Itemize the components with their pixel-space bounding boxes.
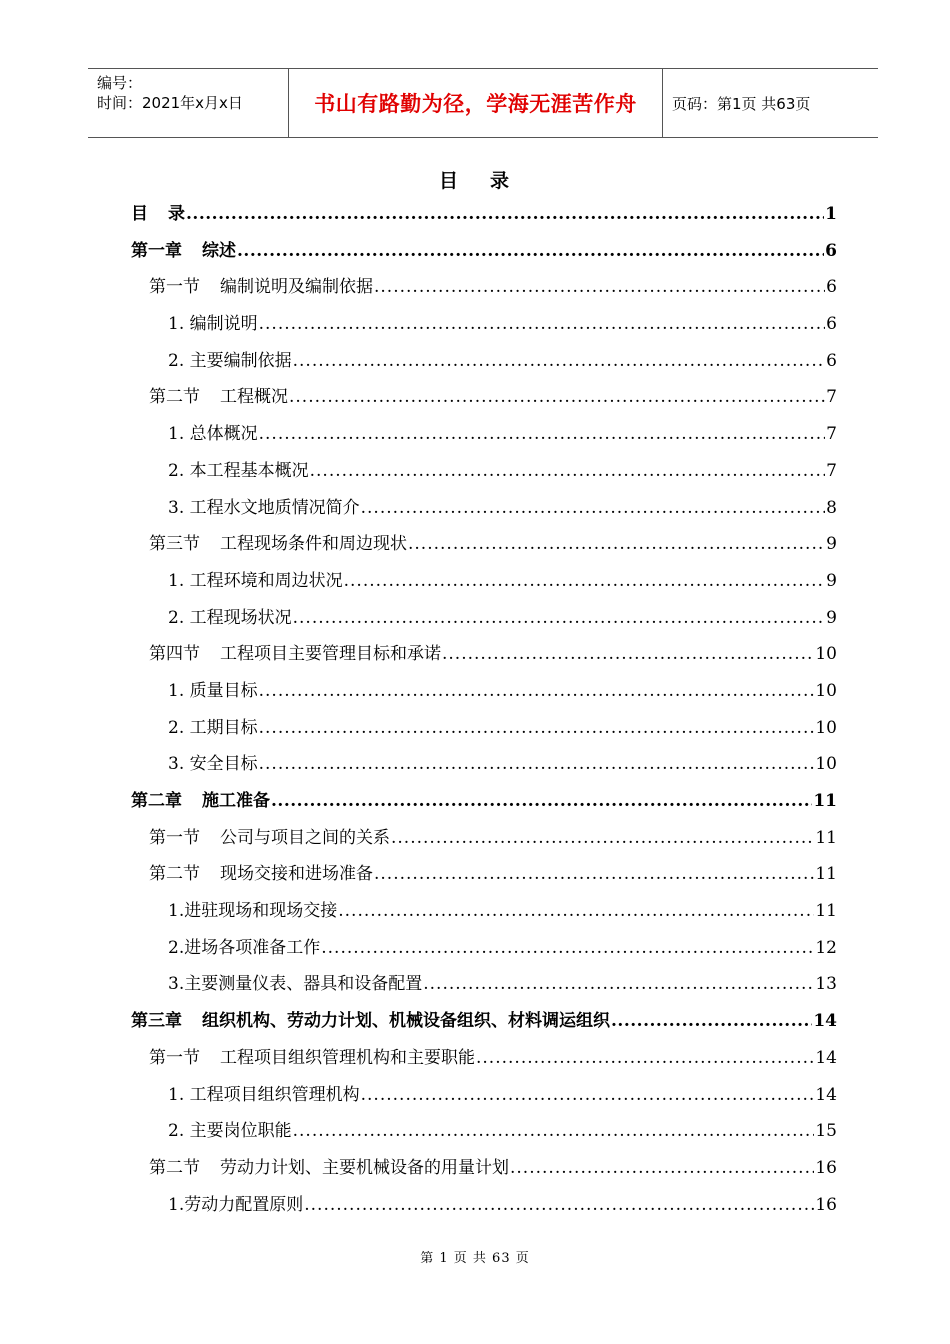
toc-entry-label (149, 1150, 509, 1187)
toc-entry-number: 第二节 (149, 387, 200, 408)
toc-entry-page: 7 (826, 387, 837, 408)
toc-entry-label (168, 1113, 292, 1150)
toc-entry[interactable] (131, 196, 837, 233)
toc-entry-title: 1.劳动力配置原则 (168, 1194, 304, 1215)
toc-entry-page: 10 (815, 754, 837, 775)
header-meta (88, 69, 289, 137)
toc-entry[interactable] (131, 930, 837, 967)
toc-entry[interactable] (131, 783, 837, 820)
toc-leader-dots (321, 930, 814, 967)
toc-entry-title: 2. 工期目标 (168, 717, 258, 738)
toc-entry-page: 6 (826, 277, 837, 298)
toc-entry-label (168, 710, 258, 747)
toc-entry-label (168, 1077, 360, 1114)
toc-entry-title: 2. 工程现场状况 (168, 607, 292, 628)
toc-entry[interactable] (131, 600, 837, 637)
toc-entry-page: 7 (826, 460, 837, 481)
toc-entry-page: 9 (826, 607, 837, 628)
toc-entry-label (168, 343, 292, 380)
toc-entry-number: 第三节 (149, 534, 200, 555)
toc-entry[interactable] (131, 746, 837, 783)
toc-entry-title: 编制说明及编制依据 (220, 277, 373, 298)
toc-entry[interactable] (131, 1150, 837, 1187)
toc-leader-dots (293, 343, 826, 380)
toc-entry-title: 3. 安全目标 (168, 754, 258, 775)
toc-entry[interactable] (131, 233, 837, 270)
toc-entry-label (131, 1003, 610, 1040)
toc-entry[interactable] (131, 269, 837, 306)
toc-entry[interactable] (131, 563, 837, 600)
toc-leader-dots (293, 600, 826, 637)
toc-leader-dots (186, 196, 824, 233)
toc-entry-page: 6 (826, 314, 837, 335)
toc-entry-title: 1. 工程项目组织管理机构 (168, 1084, 360, 1105)
toc-entry[interactable] (131, 856, 837, 893)
toc-entry-page: 12 (815, 937, 837, 958)
toc-entry-number: 第一章 (131, 240, 182, 261)
toc-leader-dots (259, 673, 815, 710)
toc-leader-dots (374, 269, 825, 306)
toc-leader-dots (361, 1077, 815, 1114)
header-number-label: 编号： (97, 74, 143, 92)
toc-entry-title: 公司与项目之间的关系 (220, 827, 390, 848)
toc-entry[interactable] (131, 1040, 837, 1077)
toc-entry-label (168, 306, 258, 343)
toc-leader-dots (259, 416, 826, 453)
toc-entry-title: 劳动力计划、主要机械设备的用量计划 (220, 1157, 509, 1178)
toc-entry-title: 工程概况 (220, 387, 288, 408)
header-time-label: 时间：2021年x月x日 (97, 94, 243, 112)
toc-entry[interactable] (131, 966, 837, 1003)
toc-leader-dots (510, 1150, 814, 1187)
toc-entry[interactable] (131, 1077, 837, 1114)
toc-entry[interactable] (131, 526, 837, 563)
toc-entry-title: 工程项目组织管理机构和主要职能 (220, 1047, 475, 1068)
toc-entry[interactable] (131, 379, 837, 416)
toc-entry[interactable] (131, 1187, 837, 1224)
toc-entry-label (168, 930, 320, 967)
toc-entry-page: 7 (826, 424, 837, 445)
toc-entry-title: 2.进场各项准备工作 (168, 937, 321, 958)
toc-entry-title: 现场交接和进场准备 (220, 864, 373, 885)
toc-entry-page: 11 (815, 864, 837, 885)
toc-entry-label (168, 1187, 303, 1224)
toc-leader-dots (289, 379, 825, 416)
header-motto: 书山有路勤为径，学海无涯苦作舟 (314, 92, 637, 116)
toc-entry-title: 工程项目主要管理目标和承诺 (220, 644, 441, 665)
toc-leader-dots (408, 526, 825, 563)
toc-entry-number: 第一节 (149, 827, 200, 848)
toc-entry-label (168, 600, 292, 637)
toc-entry-label (168, 893, 337, 930)
toc-entry-number: 目 (131, 204, 148, 224)
toc-entry-page: 13 (815, 974, 837, 995)
header-page-label: 页码：第1页 共63页 (672, 94, 811, 113)
toc-entry-label (168, 966, 422, 1003)
header-page-cell (663, 69, 878, 137)
toc-entry[interactable] (131, 343, 837, 380)
toc-leader-dots (476, 1040, 814, 1077)
toc-entry-page: 10 (815, 680, 837, 701)
toc-title-right: 录 (490, 170, 512, 192)
toc-entry-label (149, 379, 288, 416)
toc-entry-label (149, 820, 390, 857)
toc-entry[interactable] (131, 673, 837, 710)
toc-leader-dots (611, 1003, 812, 1040)
toc-entry-label (168, 746, 258, 783)
toc-leader-dots (310, 453, 826, 490)
toc-leader-dots (237, 233, 824, 270)
toc-leader-dots (259, 746, 815, 783)
header-motto-cell (289, 69, 663, 137)
toc-entry-label (131, 196, 185, 233)
toc-entry[interactable] (131, 1003, 837, 1040)
toc-entry-number: 第一节 (149, 277, 200, 298)
toc-leader-dots (338, 893, 814, 930)
toc-entry[interactable] (131, 1113, 837, 1150)
toc-entry-title: 2. 主要编制依据 (168, 350, 292, 371)
toc-entry-title: 施工准备 (202, 791, 270, 811)
toc-entry-page: 6 (825, 240, 837, 261)
toc-entry-page: 11 (815, 827, 837, 848)
toc-entry-title: 1. 质量目标 (168, 680, 258, 701)
toc-entry-label (149, 636, 441, 673)
toc-entry-label (149, 1040, 475, 1077)
toc-leader-dots (361, 490, 826, 527)
toc-entry-number: 第四节 (149, 644, 200, 665)
toc-entry-page: 9 (826, 570, 837, 591)
toc-entry-label (168, 453, 309, 490)
toc-leader-dots (271, 783, 812, 820)
toc-entry-title: 1.进驻现场和现场交接 (168, 901, 338, 922)
toc-entry[interactable] (131, 893, 837, 930)
toc-entry-page: 10 (815, 717, 837, 738)
toc-entry-label (131, 783, 270, 820)
toc-entry-page: 8 (826, 497, 837, 518)
toc-entry[interactable] (131, 306, 837, 343)
toc-leader-dots (259, 710, 815, 747)
toc-leader-dots (293, 1113, 815, 1150)
toc-entry-title: 工程现场条件和周边现状 (220, 534, 407, 555)
toc-entry-page: 16 (815, 1157, 837, 1178)
toc-leader-dots (344, 563, 826, 600)
toc-entry-label (131, 233, 236, 270)
page-footer: 第 1 页 共 63 页 (420, 1251, 530, 1266)
toc-entry-title: 2. 主要岗位职能 (168, 1121, 292, 1142)
toc-entry-page: 14 (815, 1084, 837, 1105)
toc-leader-dots (391, 820, 814, 857)
toc-title-left: 目 (438, 170, 460, 192)
table-of-contents (131, 196, 837, 1223)
toc-entry[interactable] (131, 636, 837, 673)
toc-entry-page: 10 (815, 644, 837, 665)
toc-entry-page: 14 (815, 1047, 837, 1068)
toc-entry-label (168, 673, 258, 710)
toc-leader-dots (259, 306, 826, 343)
toc-entry-title: 1. 编制说明 (168, 314, 258, 335)
toc-entry-title: 3. 工程水文地质情况简介 (168, 497, 360, 518)
toc-entry-label (168, 490, 360, 527)
toc-entry-title: 组织机构、劳动力计划、机械设备组织、材料调运组织 (202, 1011, 610, 1032)
toc-leader-dots (304, 1187, 814, 1224)
toc-entry-page: 6 (826, 350, 837, 371)
toc-entry-label (149, 856, 373, 893)
toc-entry[interactable] (131, 710, 837, 747)
toc-entry-page: 1 (825, 204, 837, 224)
toc-entry[interactable] (131, 453, 837, 490)
toc-leader-dots (423, 966, 814, 1003)
toc-entry-page: 14 (813, 1011, 837, 1032)
toc-entry-label (168, 416, 258, 453)
toc-entry-number: 第一节 (149, 1047, 200, 1068)
toc-entry-number: 第二章 (131, 791, 182, 811)
toc-leader-dots (374, 856, 814, 893)
toc-entry-title: 1. 工程环境和周边状况 (168, 570, 343, 591)
toc-entry-page: 9 (826, 534, 837, 555)
toc-entry[interactable] (131, 490, 837, 527)
toc-entry-number: 第二节 (149, 1157, 200, 1178)
toc-entry-title: 综述 (202, 240, 236, 261)
toc-entry-title: 2. 本工程基本概况 (168, 460, 309, 481)
toc-entry[interactable] (131, 416, 837, 453)
toc-entry-number: 第三章 (131, 1011, 182, 1032)
toc-title (0, 166, 950, 193)
toc-entry-title: 录 (168, 204, 185, 224)
toc-entry-page: 11 (813, 791, 837, 811)
toc-entry-number: 第二节 (149, 864, 200, 885)
toc-entry-page: 15 (815, 1121, 837, 1142)
toc-leader-dots (442, 636, 814, 673)
page-header (88, 68, 878, 138)
toc-entry-page: 16 (815, 1194, 837, 1215)
toc-entry-title: 3.主要测量仪表、器具和设备配置 (168, 974, 423, 995)
toc-entry-title: 1. 总体概况 (168, 424, 258, 445)
toc-entry-label (168, 563, 343, 600)
toc-entry-label (149, 269, 373, 306)
toc-entry[interactable] (131, 820, 837, 857)
toc-entry-page: 11 (815, 901, 837, 922)
toc-entry-label (149, 526, 407, 563)
